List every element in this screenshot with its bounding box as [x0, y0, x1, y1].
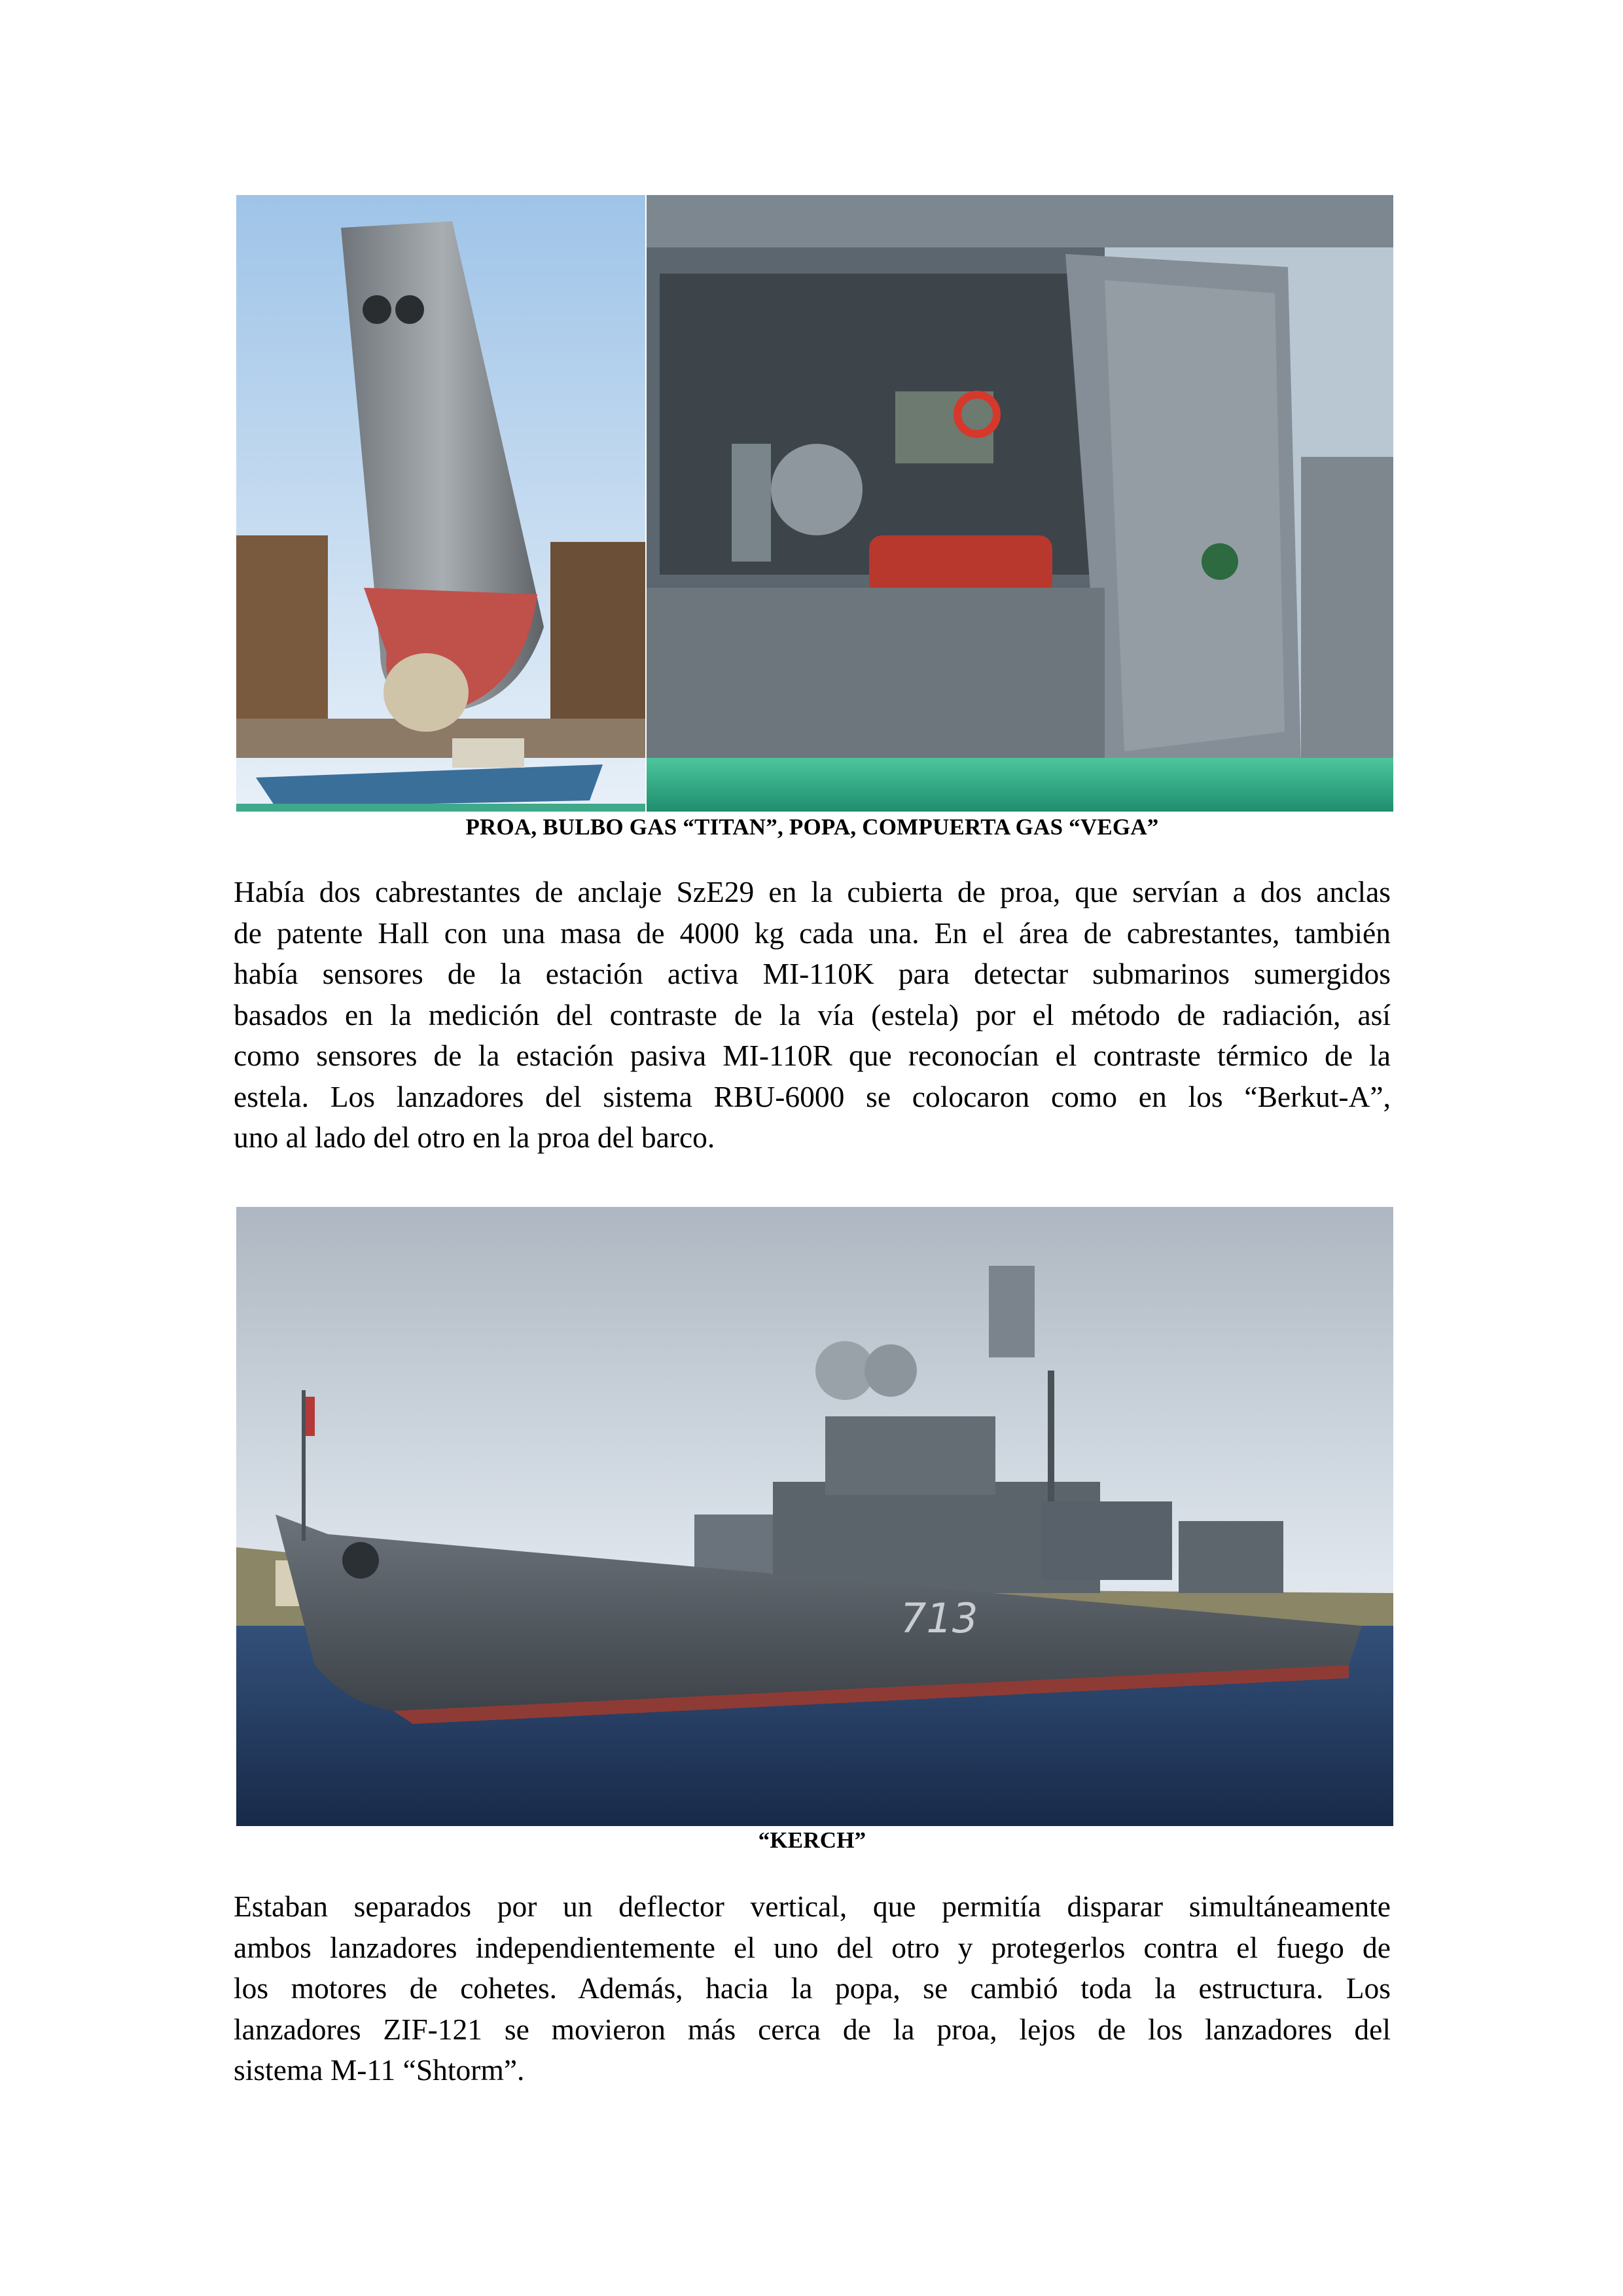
paragraph-line: de patente Hall con una masa de 4000 kg cada una. En el área de cabrestantes, también	[234, 916, 1391, 950]
paragraph-line: como sensores de la estación pasiva MI-110R que reconocían el contraste térmico de la	[234, 1039, 1391, 1072]
paragraph-line: lanzadores ZIF-121 se movieron más cerca de la proa, lejos de los lanzadores del	[234, 2012, 1391, 2046]
body-paragraph-2	[234, 1886, 1391, 2091]
paragraph-line: Estaban separados por un deflector vertical, que permitía disparar simultáneamente	[234, 1890, 1391, 1923]
paragraph-line: sistema M-11 “Shtorm”.	[234, 2053, 525, 2087]
hull-number-713: 713	[901, 1594, 978, 1642]
kerch-ship-photo	[236, 1207, 1393, 1826]
paragraph-line: ambos lanzadores independientemente el uno del otro y protegerlos contra el fuego de	[234, 1930, 1391, 1964]
figure-caption-2: “KERCH”	[758, 1827, 866, 1853]
body-paragraph-1	[234, 872, 1391, 1158]
figure-caption-1: PROA, BULBO GAS “TITAN”, POPA, COMPUERTA GAS “VEGA”	[465, 814, 1159, 840]
paragraph-line: había sensores de la estación activa MI-110K para detectar submarinos sumergidos	[234, 957, 1391, 990]
paragraph-line: Había dos cabrestantes de anclaje SzE29 en la cubierta de proa, que servían a dos anclas	[234, 875, 1391, 908]
bow-bulb-dry-dock-photo	[236, 195, 645, 812]
stern-hatch-photo	[647, 195, 1393, 812]
paragraph-line: estela. Los lanzadores del sistema RBU-6000 se colocaron como en los “Berkut-A”,	[234, 1079, 1391, 1113]
paragraph-line: uno al lado del otro en la proa del barco.	[234, 1121, 715, 1154]
paragraph-line: los motores de cohetes. Además, hacia la popa, se cambió toda la estructura. Los	[234, 1971, 1391, 2005]
paragraph-line: basados en la medición del contraste de la vía (estela) por el método de radiación, así	[234, 997, 1391, 1031]
